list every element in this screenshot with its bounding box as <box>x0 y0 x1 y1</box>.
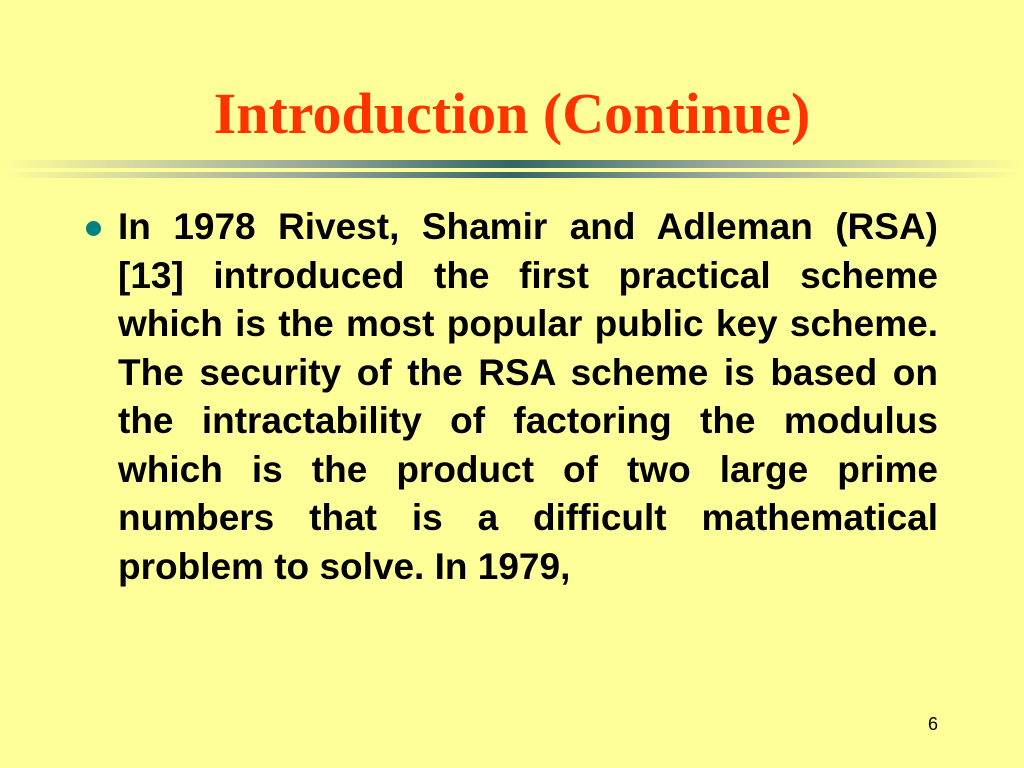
bullet-text: In 1978 Rivest, Shamir and Adleman (RSA) [13] introduced the first practical scheme which is the most popular public key scheme. The security of the RSA scheme is based on the intractability of factoring the modulus which is the product of two large prime numbers that is a difficult mathematical problem to solve. In 1979, <box>118 206 938 587</box>
page-number: 6 <box>927 714 938 734</box>
bullet-dot-icon <box>86 221 101 236</box>
bullet-list <box>82 203 942 591</box>
slide-title: Introduction (Continue) <box>213 81 811 146</box>
title-divider-bottom <box>0 172 1024 178</box>
title-divider-top <box>0 160 1024 168</box>
bullet-item <box>82 203 942 591</box>
